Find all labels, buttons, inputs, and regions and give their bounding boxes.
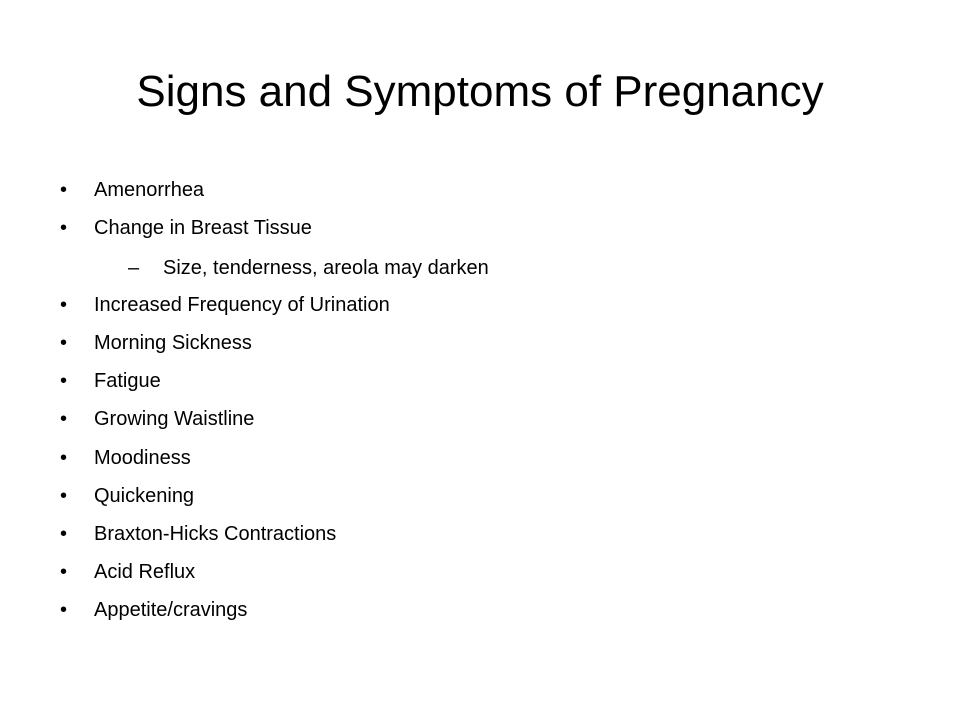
bullet-icon: •	[60, 294, 68, 316]
list-item-text: Braxton-Hicks Contractions	[94, 523, 337, 545]
slide-title: Signs and Symptoms of Pregnancy	[136, 67, 824, 116]
list-item-text: Moodiness	[94, 447, 191, 469]
bullet-icon: •	[60, 485, 68, 507]
sub-list-item-text: Size, tenderness, areola may darken	[163, 257, 489, 279]
bullet-icon: •	[60, 561, 68, 583]
list-item-text: Fatigue	[94, 370, 161, 392]
list-item-text: Increased Frequency of Urination	[94, 294, 390, 316]
bullet-icon: •	[60, 599, 68, 621]
list-item-text: Appetite/cravings	[94, 599, 248, 621]
list-item-text: Quickening	[94, 485, 195, 507]
list-item-text: Amenorrhea	[94, 179, 205, 201]
bullet-icon: •	[60, 447, 68, 469]
bullet-icon: •	[60, 370, 68, 392]
dash-icon: –	[128, 257, 140, 279]
bullet-icon: •	[60, 523, 68, 545]
bullet-icon: •	[60, 408, 68, 430]
bullet-icon: •	[60, 217, 68, 239]
list-item-text: Change in Breast Tissue	[94, 217, 312, 239]
list-item-text: Morning Sickness	[94, 332, 252, 354]
list-item-text: Growing Waistline	[94, 408, 255, 430]
list-item-text: Acid Reflux	[94, 561, 196, 583]
bullet-icon: •	[60, 332, 68, 354]
bullet-icon: •	[60, 179, 68, 201]
